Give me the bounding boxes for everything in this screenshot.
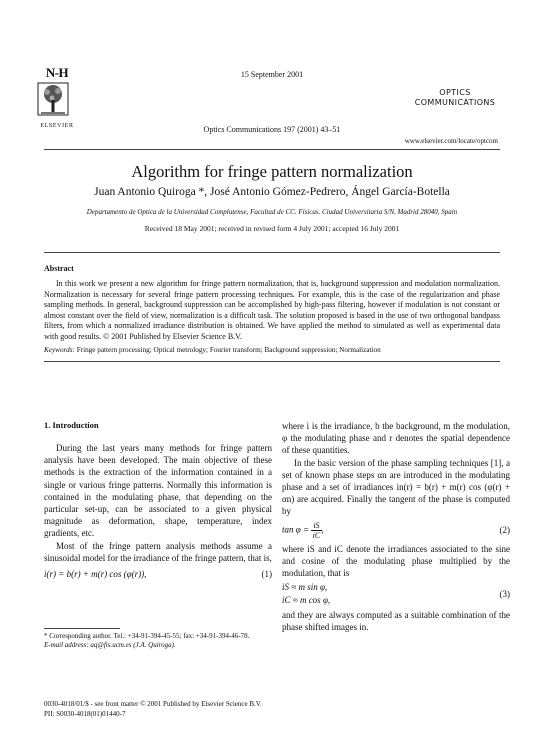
equation-2-number: (2) xyxy=(499,525,510,536)
journal-reference: Optics Communications 197 (2001) 43–51 xyxy=(203,125,341,134)
section-heading: 1. Introduction xyxy=(44,420,99,430)
abstract-bottom-divider xyxy=(44,361,500,362)
footnote-corresponding-author: * Corresponding author. Tel.: +34-91-394-45-55; fax: +34-91-394-46-78. xyxy=(44,632,250,640)
intro-paragraph-1: During the last years many methods for fringe pattern analysis have been developed. The main objective of these methods is the extraction of the information contained in a single or various fringe patterns. Normally this information is contained in the modulating phase, that depending on the particular set-up, can be associated to a given physical magnitude as deformation, shape, temperature, index gradients, etc. xyxy=(44,443,272,539)
equation-3 xyxy=(282,581,510,607)
equation-2-lhs: tan φ = xyxy=(282,524,310,535)
footnote-divider xyxy=(44,628,120,629)
footnote xyxy=(44,632,272,650)
abstract-text: In this work we present a new algorithm for fringe pattern normalization, that is, background suppression and modulation normalization. Normalization is necessary for several fringe pattern processing techniques. For example, this is the case of the regularization and phase sampling methods. In general, background suppression can be accomplished by high-pass filtering, however if modulation is not constant or almost constant over the field of view, normalization is a difficult task. The solution proposed is based in the use of two orthogonal bandpass filters, from which a normalized irradiance distribution is obtained. We have applied the method to simulated as well as experimental data with good results. © 2001 Published by Elsevier Science B.V. xyxy=(44,279,500,341)
right-paragraph-2: In the basic version of the phase sampling techniques [1], a set of known phase steps αn are introduced in the modulating phase and a set of irradiances in(r) = b(r) + m(r) cos (φ(r) + αn) are acquired. Finally the tangent of the phase is computed by xyxy=(282,457,510,517)
publisher-mark: N-H xyxy=(45,65,69,80)
equation-3-line-2: iC ≈ m cos φ, xyxy=(282,595,331,606)
equation-2-denominator: iC xyxy=(312,530,321,540)
keywords-text: Fringe pattern processing; Optical metrology; Fourier transform; Background suppression; Normalization xyxy=(76,346,381,354)
footnote-email: E-mail address: aq@fis.ucm.es (J.A. Quiroga). xyxy=(44,641,176,649)
right-paragraph-4: and they are always computed as a suitable combination of the phase shifted images in. xyxy=(282,610,510,633)
pii-line: PII: S0030-4018(01)01440-7 xyxy=(44,709,126,718)
publisher-name: ELSEVIER xyxy=(40,123,74,129)
article-affiliation: Departamento de Optica de la Universidad Complutense, Facultad de CC. Físicas. Ciudad Universitaria S/N, Madrid 28040, Spain xyxy=(86,208,458,216)
journal-url[interactable]: www.elsevier.com/locate/optcom xyxy=(404,137,498,145)
journal-logo xyxy=(410,88,500,108)
left-column xyxy=(44,442,272,580)
intro-paragraph-2: Most of the fringe pattern analysis methods assume a sinusoidal model for the irradiance of the fringe pattern, that is, xyxy=(44,540,272,563)
copyright-line: 0030-4018/01/$ - see front matter © 2001 Published by Elsevier Science B.V. xyxy=(44,700,262,708)
abstract-heading: Abstract xyxy=(44,264,74,273)
keywords-label: Keywords: xyxy=(44,346,75,354)
right-paragraph-1: where i is the irradiance, b the background, m the modulation, φ the modulating phase and r denotes the spatial dependence of these quantities. xyxy=(282,421,510,456)
journal-logo-line2: COMMUNICATIONS xyxy=(414,98,496,107)
article-received-dates: Received 18 May 2001; received in revised form 4 July 2001; accepted 16 July 2001 xyxy=(144,224,400,233)
elsevier-tree-icon xyxy=(37,82,69,116)
article-title: Algorithm for fringe pattern normalization xyxy=(131,162,413,181)
right-column xyxy=(282,420,510,634)
equation-3-line-1: iS ≈ m sin φ, xyxy=(282,582,328,593)
keywords-line xyxy=(44,346,500,354)
abstract-top-divider xyxy=(44,252,500,253)
equation-2-fraction xyxy=(311,521,321,540)
equation-2: tan φ = $\frac{iS}{iC}$ , (2) xyxy=(282,520,510,540)
issue-date: 15 September 2001 xyxy=(240,70,304,79)
equation-1-body: i(r) = b(r) + m(r) cos (φ(r)), xyxy=(44,569,147,580)
header-divider xyxy=(44,149,500,150)
equation-1-number: (1) xyxy=(261,569,272,580)
equation-3-number: (3) xyxy=(499,589,510,600)
article-authors: Juan Antonio Quiroga *, José Antonio Gómez-Pedrero, Ángel García-Botella xyxy=(94,186,450,198)
copyright-block xyxy=(44,700,262,719)
equation-1 xyxy=(44,568,272,580)
journal-logo-line1: OPTICS xyxy=(439,88,471,97)
equation-2-numerator: iS xyxy=(313,520,320,530)
right-paragraph-3: where iS and iC denote the irradiances associated to the sine and cosine of the modulating phase multiplied by the modulation, that is xyxy=(282,543,510,579)
